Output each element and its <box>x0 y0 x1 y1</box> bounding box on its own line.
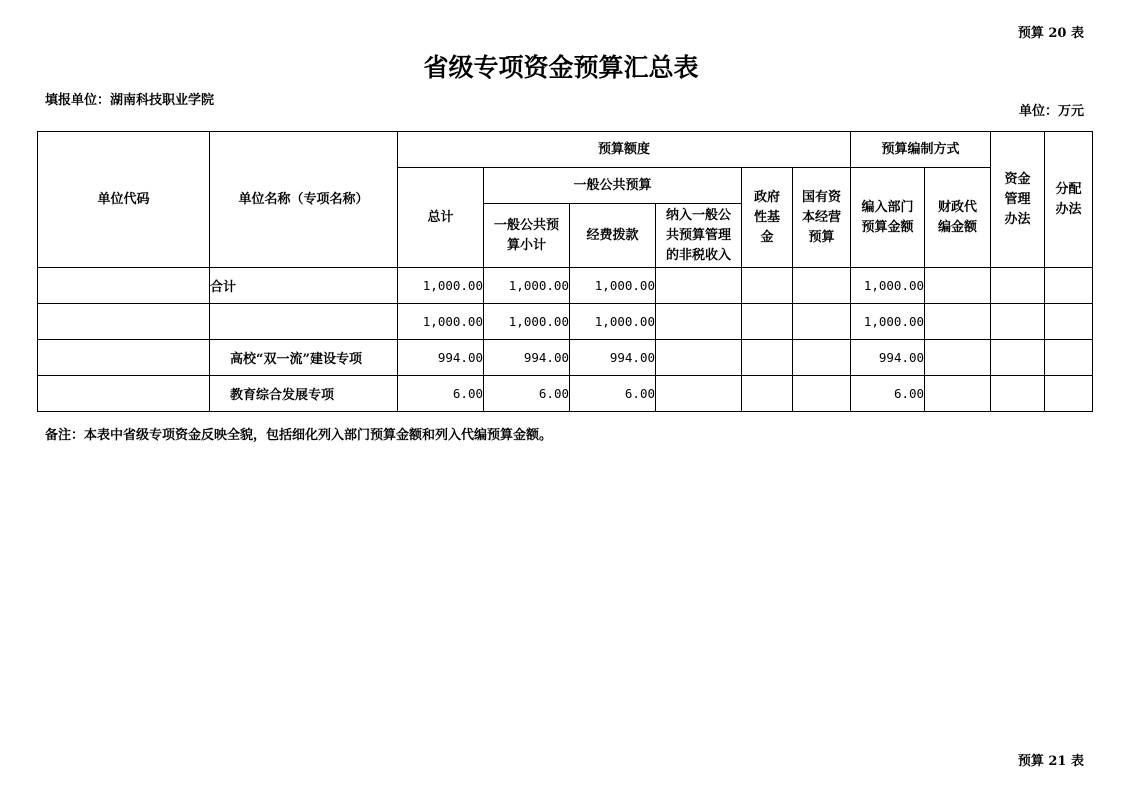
cell-state-capital <box>793 304 851 340</box>
cell-state-capital <box>793 268 851 304</box>
cell-into-dept: 994.00 <box>851 340 925 376</box>
cell-gov-fund <box>742 268 793 304</box>
cell-fund-mgmt <box>991 376 1045 412</box>
table-row <box>38 340 1093 376</box>
filler-unit: 填报单位：湖南科技职业学院 <box>45 93 215 108</box>
cell-name: 合计 <box>210 268 398 304</box>
header-allocation-method: 分配 办法 <box>1045 132 1093 268</box>
header-into-dept-budget: 编入部门 预算金额 <box>851 168 925 268</box>
cell-fund-mgmt <box>991 304 1045 340</box>
cell-funding: 1,000.00 <box>570 268 656 304</box>
cell-state-capital <box>793 376 851 412</box>
cell-gov-fund <box>742 340 793 376</box>
cell-into-dept: 1,000.00 <box>851 304 925 340</box>
cell-funding: 1,000.00 <box>570 304 656 340</box>
budget-summary-table <box>37 131 1093 412</box>
cell-funding: 6.00 <box>570 376 656 412</box>
header-unit-name: 单位名称（专项名称） <box>210 132 398 268</box>
cell-finance-proxy <box>925 304 991 340</box>
cell-non-tax <box>656 376 742 412</box>
cell-gpb-subtotal: 6.00 <box>484 376 570 412</box>
footnote: 备注：本表中省级专项资金反映全貌，包括细化列入部门预算金额和列入代编预算金额。 <box>45 428 553 443</box>
cell-allocation <box>1045 268 1093 304</box>
table-row <box>38 304 1093 340</box>
header-finance-proxy: 财政代 编金额 <box>925 168 991 268</box>
cell-finance-proxy <box>925 340 991 376</box>
page-title: 省级专项资金预算汇总表 <box>423 53 699 82</box>
header-gpb-subtotal: 一般公共预 算小计 <box>484 204 570 268</box>
table-row-total <box>38 268 1093 304</box>
cell-finance-proxy <box>925 268 991 304</box>
header-fund-management: 资金 管理 办法 <box>991 132 1045 268</box>
cell-name: 高校“双一流”建设专项 <box>210 340 398 376</box>
header-non-tax-income: 纳入一般公 共预算管理 的非税收入 <box>656 204 742 268</box>
cell-gov-fund <box>742 376 793 412</box>
table-number-top: 预算 20 表 <box>1017 26 1084 41</box>
cell-fund-mgmt <box>991 340 1045 376</box>
cell-non-tax <box>656 268 742 304</box>
header-budget-amount: 预算额度 <box>398 132 851 168</box>
currency-unit: 单位：万元 <box>1018 104 1084 119</box>
cell-gpb-subtotal: 1,000.00 <box>484 268 570 304</box>
cell-into-dept: 1,000.00 <box>851 268 925 304</box>
header-budget-method: 预算编制方式 <box>851 132 991 168</box>
cell-total: 1,000.00 <box>398 268 484 304</box>
cell-code <box>38 376 210 412</box>
cell-code <box>38 268 210 304</box>
cell-name: 教育综合发展专项 <box>210 376 398 412</box>
cell-state-capital <box>793 340 851 376</box>
cell-code <box>38 340 210 376</box>
cell-non-tax <box>656 340 742 376</box>
cell-non-tax <box>656 304 742 340</box>
cell-fund-mgmt <box>991 268 1045 304</box>
cell-allocation <box>1045 304 1093 340</box>
cell-into-dept: 6.00 <box>851 376 925 412</box>
cell-allocation <box>1045 376 1093 412</box>
cell-name <box>210 304 398 340</box>
cell-finance-proxy <box>925 376 991 412</box>
cell-allocation <box>1045 340 1093 376</box>
header-unit-code: 单位代码 <box>38 132 210 268</box>
header-state-capital: 国有资 本经营 预算 <box>793 168 851 268</box>
cell-total: 6.00 <box>398 376 484 412</box>
header-funding-allocation: 经费拨款 <box>570 204 656 268</box>
header-total: 总计 <box>398 168 484 268</box>
cell-gov-fund <box>742 304 793 340</box>
cell-total: 1,000.00 <box>398 304 484 340</box>
table-row <box>38 376 1093 412</box>
cell-code <box>38 304 210 340</box>
header-general-public-budget: 一般公共预算 <box>484 168 742 204</box>
cell-gpb-subtotal: 994.00 <box>484 340 570 376</box>
cell-gpb-subtotal: 1,000.00 <box>484 304 570 340</box>
cell-total: 994.00 <box>398 340 484 376</box>
cell-funding: 994.00 <box>570 340 656 376</box>
header-gov-fund: 政府 性基 金 <box>742 168 793 268</box>
table-number-bottom: 预算 21 表 <box>1017 754 1084 769</box>
